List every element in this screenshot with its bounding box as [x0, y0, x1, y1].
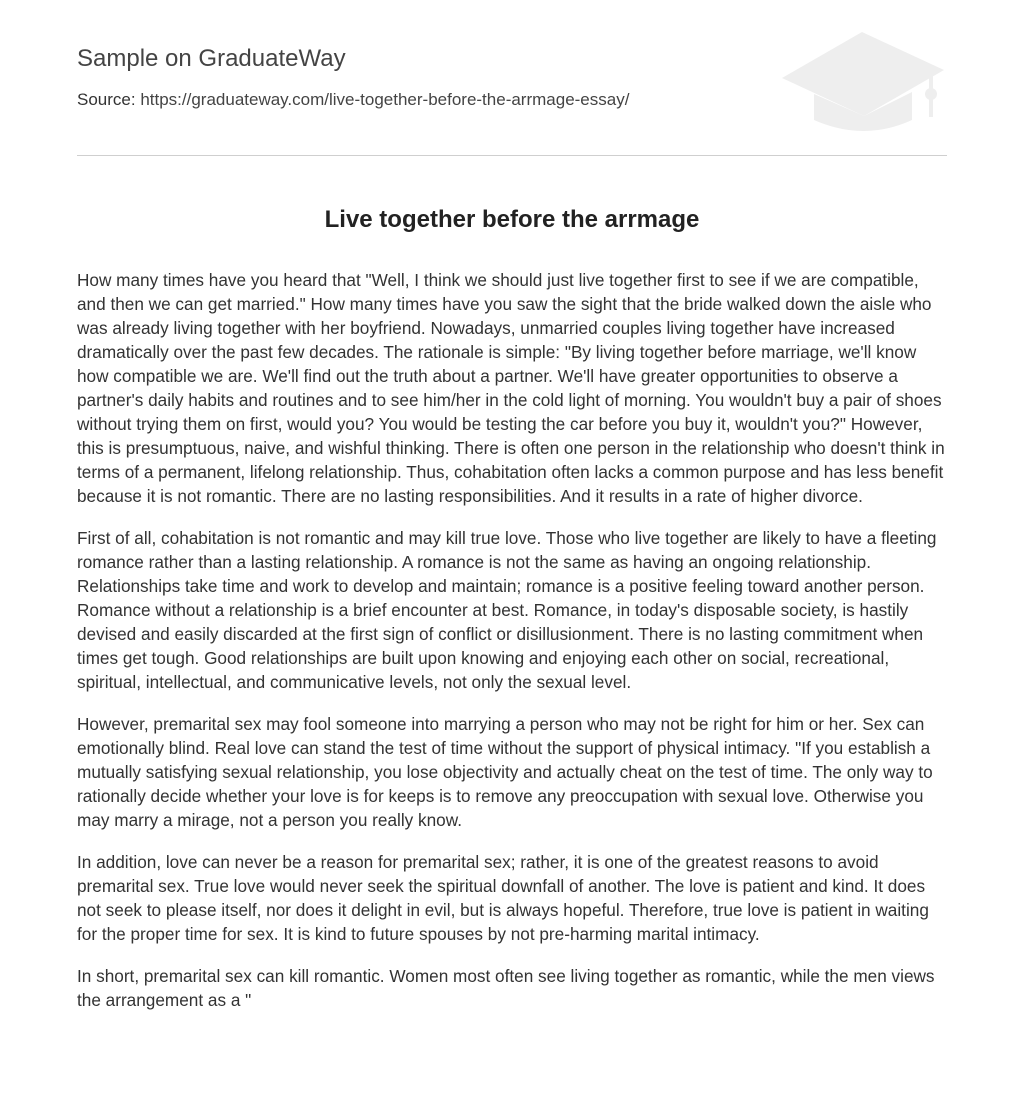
- essay-body: [77, 268, 949, 1030]
- source-label: Source:: [77, 90, 141, 109]
- source-link[interactable]: https://graduateway.com/live-together-before-the-arrmage-essay/: [140, 90, 630, 109]
- essay-paragraph-3: However, premarital sex may fool someone into marrying a person who may not be right for him or her. Sex can emotionally blind. Real love can stand the test of time without the support of physical intimacy. "If you establish a mutually satisfying sexual relationship, you lose objectivity and actually cheat on the test of time. The only way to rationally decide whether your love is for keeps is to remove any preoccupation with sexual love. Otherwise you may marry a mirage, not a person you really know.: [77, 714, 933, 830]
- essay-paragraph-1: How many times have you heard that "Well, I think we should just live together first to see if we are compatible, and then we can get married." How many times have you saw the sight that the bride walked down the aisle who was already living together with her boyfriend. Nowadays, unmarried couples living together have increased dramatically over the past few decades. The rationale is simple: "By living together before marriage, we'll know how compatible we are. We'll find out the truth about a partner. We'll have greater opportunities to observe a partner's daily habits and routines and to see him/her in the cold light of morning. You wouldn't buy a pair of shoes without trying them on first, would you? You would be testing the car before you buy it, wouldn't you?" However, this is presumptuous, naive, and wishful thinking. There is often one person in the relationship who doesn't think in terms of a permanent, lifelong relationship. Thus, cohabitation often lacks a common purpose and has less benefit because it is not romantic. There are no lasting responsibilities. And it results in a rate of higher divorce.: [77, 270, 945, 506]
- header-divider: [77, 155, 947, 156]
- essay-paragraph-4: In addition, love can never be a reason for premarital sex; rather, it is one of the greatest reasons to avoid premarital sex. True love would never seek the spiritual downfall of another. The love is patient and kind. It does not seek to please itself, nor does it delight in evil, but is always hopeful. Therefore, true love is patient in waiting for the proper time for sex. It is kind to future spouses by not pre-harming marital intimacy.: [77, 852, 929, 944]
- page-header: [77, 0, 947, 156]
- site-title: Sample on GraduateWay: [77, 45, 346, 72]
- essay-paragraph-2: First of all, cohabitation is not romantic and may kill true love. Those who live together are likely to have a fleeting romance rather than a lasting relationship. A romance is not the same as having an ongoing relationship. Relationships take time and work to develop and maintain; romance is a positive feeling toward another person. Romance without a relationship is a brief encounter at best. Romance, in today's disposable society, is hastily devised and easily discarded at the first sign of conflict or disillusionment. There is no lasting commitment when times get tough. Good relationships are built upon knowing and enjoying each other on social, recreational, spiritual, intellectual, and communicative levels, not only the sexual level.: [77, 528, 937, 692]
- graduation-cap-icon: [780, 30, 946, 134]
- source-line: [77, 88, 629, 112]
- essay-paragraph-5: In short, premarital sex can kill romantic. Women most often see living together as romantic, while the men views the arrangement as a ": [77, 966, 935, 1010]
- document-title: Live together before the arrmage: [324, 206, 700, 233]
